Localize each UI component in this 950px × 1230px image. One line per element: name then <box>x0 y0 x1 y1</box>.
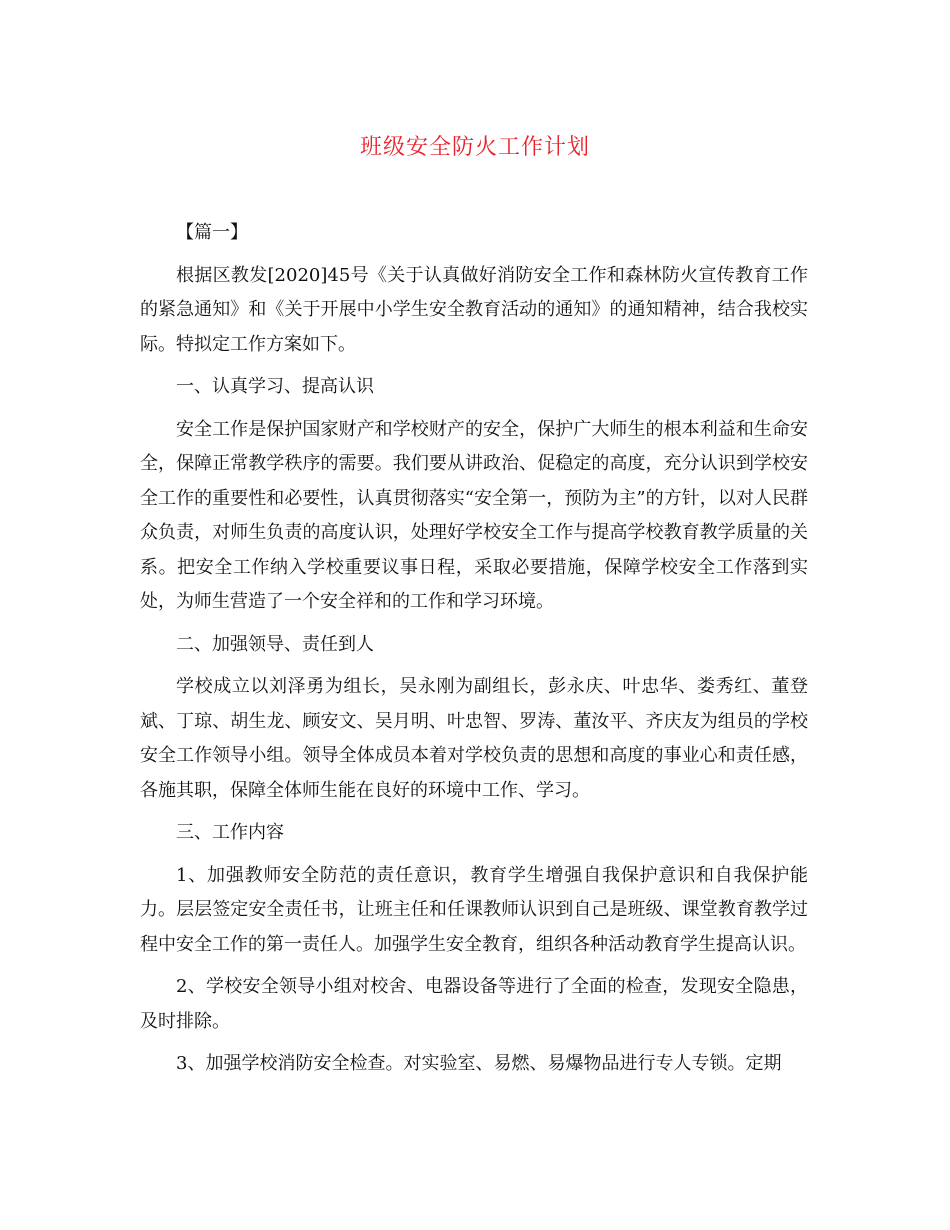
list-item-3: 3、加强学校消防安全检查。对实验室、易燃、易爆物品进行专人专锁。定期 <box>176 1053 782 1074</box>
paragraph-safety-importance: 安全工作是保护国家财产和学校财产的安全，保护广大师生的根本利益和生命安全，保障正常教学秩序的需要。我们要从讲政治、促稳定的高度，充分认识到学校安全工作的重要性和必要性，认真贯彻落实“安全第一，预防为主”的方针，以对人民群众负责，对师生负责的高度认识，处理好学校安全工作与提高学校教育教学质量的关系。把安全工作纳入学校重要议事日程，采取必要措施，保障学校安全工作落到实处，为师生营造了一个安全祥和的工作和学习环境。 <box>140 418 808 612</box>
heading-1: 一、认真学习、提高认识 <box>176 376 374 397</box>
document-body <box>140 216 808 1082</box>
list-item-1: 1、加强教师安全防范的责任意识，教育学生增强自我保护意识和自我保护能力。层层签定安全责任书，让班主任和任课教师认识到自己是班级、课堂教育教学过程中安全工作的第一责任人。加强学生安全教育，组织各种活动教育学生提高认识。 <box>140 864 808 955</box>
paragraph-leadership: 学校成立以刘泽勇为组长，吴永刚为副组长，彭永庆、叶忠华、娄秀红、董登斌、丁琼、胡生龙、顾安文、吴月明、叶忠智、罗涛、董汝平、齐庆友为组员的学校安全工作领导小组。领导全体成员本着对学校负责的思想和高度的事业心和责任感，各施其职，保障全体师生能在良好的环境中工作、学习。 <box>140 676 808 801</box>
document-title: 班级安全防火工作计划 <box>359 135 590 160</box>
heading-2: 二、加强领导、责任到人 <box>176 633 374 655</box>
heading-3: 三、工作内容 <box>176 822 284 843</box>
list-item-2: 2、学校安全领导小组对校舍、电器设备等进行了全面的检查，发现安全隐患，及时排除。 <box>140 976 808 1032</box>
intro-paragraph: 根据区教发[2020]45号《关于认真做好消防安全工作和森林防火宣传教育工作的紧急通知》和《关于开展中小学生安全教育活动的通知》的通知精神，结合我校实际。特拟定工作方案如下。 <box>140 264 808 355</box>
section-marker: 【篇一】 <box>176 222 248 243</box>
